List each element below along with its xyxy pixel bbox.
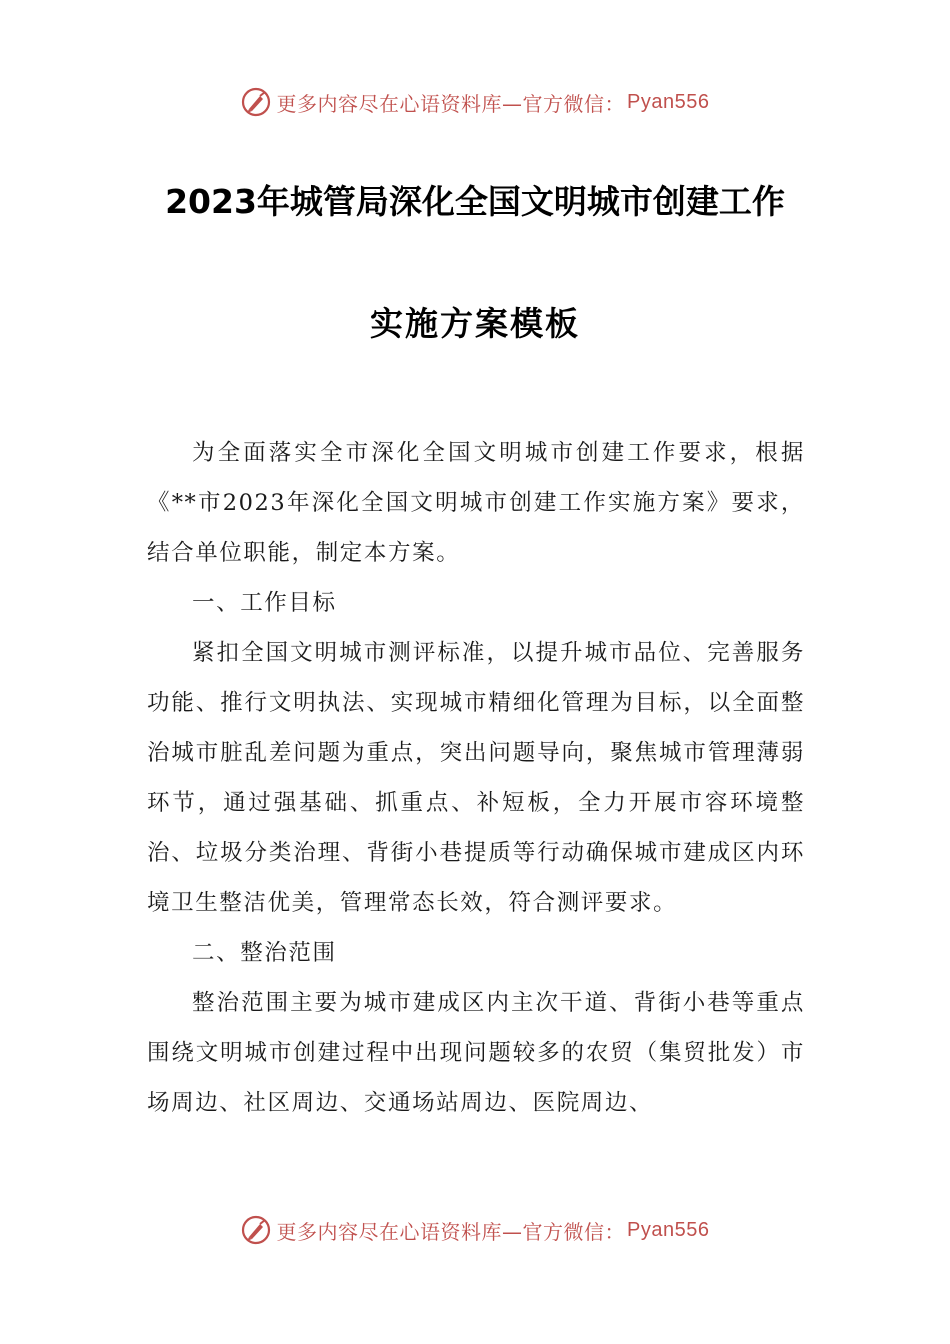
banner-wechat-id: Pyan556	[627, 1218, 710, 1241]
header-watermark-banner	[0, 82, 950, 122]
pen-nib-logo-icon	[241, 87, 271, 117]
paragraph-goals: 紧扣全国文明城市测评标准，以提升城市品位、完善服务功能、推行文明执法、实现城市精细化管理为目标，以全面整治城市脏乱差问题为重点，突出问题导向，聚焦城市管理薄弱环节，通过强基础、抓重点、补短板，全力开展市容环境整治、垃圾分类治理、背街小巷提质等行动确保城市建成区内环境卫生整洁优美，管理常态长效，符合测评要求。	[147, 640, 805, 916]
footer-watermark-banner	[0, 1210, 950, 1250]
pen-nib-logo-icon	[241, 1215, 271, 1245]
document-body	[147, 428, 805, 1128]
banner-text: 更多内容尽在心语资料库—官方微信：	[276, 1219, 626, 1244]
paragraph-scope: 整治范围主要为城市建成区内主次干道、背街小巷等重点围绕文明城市创建过程中出现问题较多的农贸（集贸批发）市场周边、社区周边、交通场站周边、医院周边、	[147, 990, 805, 1116]
section-heading-goals: 一、工作目标	[192, 590, 337, 616]
banner-text: 更多内容尽在心语资料库—官方微信：	[276, 91, 626, 116]
document-title-line-1: 2023年城管局深化全国文明城市创建工作	[165, 182, 785, 221]
document-title-line-2: 实施方案模板	[370, 304, 580, 343]
paragraph-intro: 为全面落实全市深化全国文明城市创建工作要求，根据《**市2023年深化全国文明城市创建工作实施方案》要求，结合单位职能，制定本方案。	[147, 440, 805, 566]
section-heading-scope: 二、整治范围	[192, 940, 337, 966]
banner-wechat-id: Pyan556	[627, 90, 710, 113]
